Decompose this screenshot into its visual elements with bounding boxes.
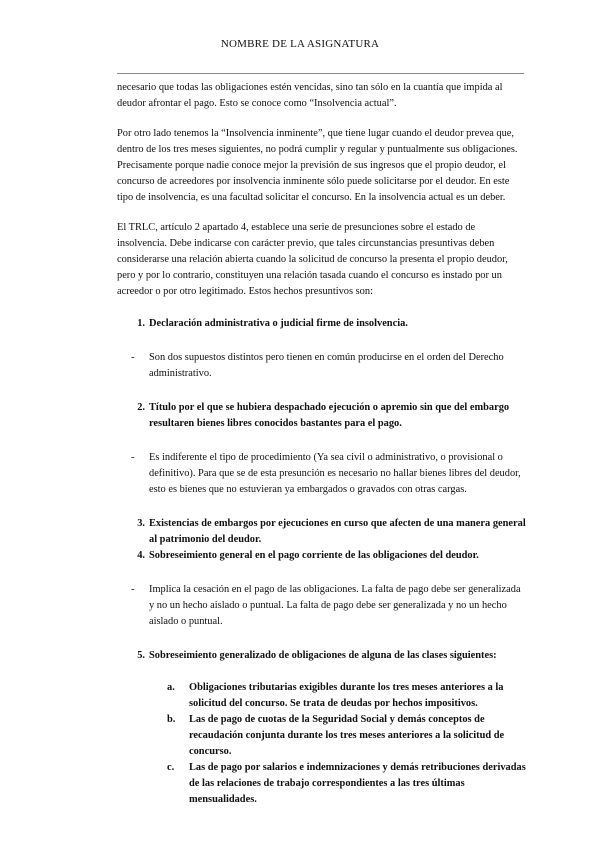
sublist-item-b bbox=[117, 712, 527, 760]
sublist-marker: a. bbox=[167, 682, 175, 693]
sublist-marker: c. bbox=[167, 762, 175, 773]
list-number: 3. bbox=[137, 518, 145, 529]
paragraph-insolvencia-actual: necesario que todas las obligaciones estén vencidas, sino tan sólo en la cuantía que impida al deudor afrontar el pago. Esto se conoce como “Insolvencia actual”. bbox=[117, 82, 503, 109]
list-item-4 bbox=[117, 548, 527, 564]
list-item-2 bbox=[117, 400, 527, 432]
list-number: 5. bbox=[137, 650, 145, 661]
list-item-3 bbox=[117, 516, 527, 548]
list-item-text: Sobreseimiento general en el pago corriente de las obligaciones del deudor. bbox=[149, 550, 479, 561]
dash-marker: - bbox=[131, 452, 135, 463]
header-divider bbox=[117, 73, 524, 74]
paragraph-trlc-presunciones: El TRLC, artículo 2 apartado 4, establece una serie de presunciones sobre el estado de insolvencia. Debe indicarse con carácter previo, que tales circunstancias presuntivas deben considerarse una relación abierta cuando la solicitud de concurso la presenta el propio deudor, pero y por lo contrario, constituyen una relación tasada cuando el concurso es instado por un acreedor o por otro legitimado. Estos hechos presuntivos son: bbox=[117, 222, 508, 297]
list-dash-1 bbox=[117, 350, 527, 382]
sublist-item-a bbox=[117, 680, 527, 712]
list-dash-2 bbox=[117, 450, 527, 498]
list-number: 1. bbox=[137, 318, 145, 329]
sublist-text: Las de pago por salarios e indemnizaciones y demás retribuciones derivadas de las relaciones de trabajo correspondientes a las tres últimas mensualidades. bbox=[189, 762, 526, 805]
document-header: NOMBRE DE LA ASIGNATURA bbox=[220, 38, 380, 50]
dash-text: Implica la cesación en el pago de las obligaciones. La falta de pago debe ser generalizada y no un hecho aislado o puntual. La falta de pago debe ser generalizada y no un hecho aislado o puntual. bbox=[149, 584, 521, 627]
sublist-item-c bbox=[117, 760, 527, 808]
sublist-text: Obligaciones tributarias exigibles durante los tres meses anteriores a la solicitud del concurso. Se trata de deudas por hechos impositivos. bbox=[189, 682, 504, 709]
dash-text: Es indiferente el tipo de procedimiento (Ya sea civil o administrativo, o provisional o definitivo). Para que se de esta presunción es necesario no hallar bienes libres del deudor, esto es bienes que no estuvieran ya embargados o gravados con otras cargas. bbox=[149, 452, 521, 495]
document-body bbox=[117, 80, 527, 808]
list-item-text: Existencias de embargos por ejecuciones en curso que afecten de una manera general al patrimonio del deudor. bbox=[149, 518, 526, 545]
list-number: 2. bbox=[137, 402, 145, 413]
dash-marker: - bbox=[131, 352, 135, 363]
list-item-text: Título por el que se hubiera despachado ejecución o apremio sin que del embargo resultaren bienes libres conocidos bastantes para el pago. bbox=[149, 402, 510, 429]
dash-marker: - bbox=[131, 584, 135, 595]
sublist-marker: b. bbox=[167, 714, 176, 725]
list-item-text: Declaración administrativa o judicial firme de insolvencia. bbox=[149, 318, 408, 329]
list-item-1 bbox=[117, 316, 527, 332]
list-item-text: Sobreseimiento generalizado de obligaciones de alguna de las clases siguientes: bbox=[149, 650, 497, 661]
dash-text: Son dos supuestos distintos pero tienen en común producirse en el orden del Derecho administrativo. bbox=[149, 352, 504, 379]
list-item-5 bbox=[117, 648, 527, 664]
list-dash-3 bbox=[117, 582, 527, 630]
sublist-text: Las de pago de cuotas de la Seguridad Social y demás conceptos de recaudación conjunta durante los tres meses anteriores a la solicitud de concurso. bbox=[189, 714, 505, 757]
list-number: 4. bbox=[137, 550, 145, 561]
paragraph-insolvencia-inminente: Por otro lado tenemos la “Insolvencia inminente”, que tiene lugar cuando el deudor prevea que, dentro de los tres meses siguientes, no podrá cumplir y regular y puntualmente sus obligaciones. Precisamente porque nadie conoce mejor la previsión de sus ingresos que el propio deudor, el concurso de acreedores por insolvencia inminente sólo puede solicitarse por el deudor. En este tipo de insolvencia, es una facultad solicitar el concurso. En la insolvencia actual es un deber. bbox=[117, 128, 518, 203]
